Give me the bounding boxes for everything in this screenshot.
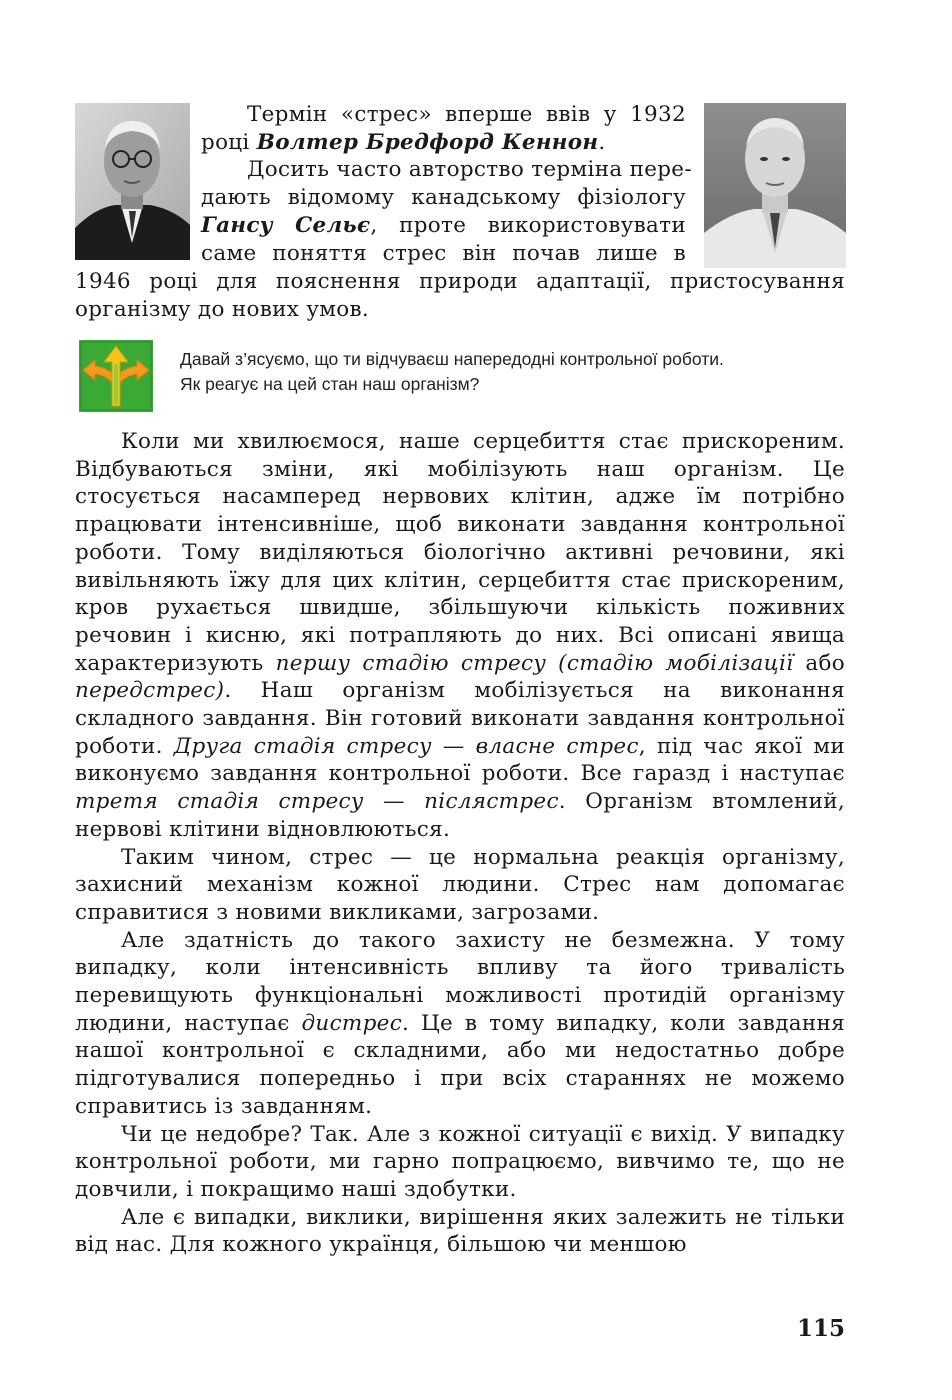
paragraph-2: Таким чином, стрес — це нормальна реакція організму, захисний механізм кожної людини. Стрес нам допомагає справитися з новими викликами, загрозами. [75,844,845,925]
p1-text: , під час якої ми виконуємо завдання контрольної роботи. Все гаразд і наступає [75,733,845,787]
p3-emphasis: дистрес [301,1010,403,1036]
callout-question [180,347,840,397]
cannon-name: Волтер Бредфорд Кеннон [256,129,599,155]
paragraph-3 [75,927,845,1121]
selye-name: Гансу Сельє [201,212,371,238]
intro-text: . [598,129,606,155]
callout-line-2: Як реагує на цей стан наш організм? [180,374,480,394]
portrait-cannon-photo [75,103,190,260]
main-body-text [75,428,845,1259]
intro-text: , проте використовувати [370,212,686,238]
intro-line: організму до нових умов. [75,296,370,322]
intro-text-block [201,101,692,267]
callout-line-1: Давай з’ясуємо, що ти відчуваєш напередодні контрольної роботи. [180,349,724,369]
callout-icon-box [79,340,153,412]
intro-line [201,129,686,157]
paragraph-5: Але є випадки, виклики, вирішення яких залежить не тільки від нас. Для кожного українця, більшою чи меншою [75,1204,845,1258]
arrows-choice-icon [79,340,153,412]
p1-emphasis: третя стадія стресу — післястрес [75,789,559,815]
portrait-photo-icon [75,103,190,260]
intro-tail-block [75,268,845,323]
portrait-photo-icon [704,103,846,268]
p1-text: або [793,650,845,676]
p3-text: . Це в тому випадку, коли завдання нашої контрольної є складними, або ми недостатньо добре підготувалися попередньо і при всіх стараннях не можемо справитись із завданням. [75,1010,845,1119]
intro-line: саме поняття стрес він почав лише в [201,240,686,266]
intro-line: Досить часто авторство терміна пере- [247,157,692,183]
p1-emphasis: Друга стадія стресу — власне стрес [173,733,639,759]
intro-line: Термін «стрес» вперше ввів у 1932 [247,102,686,127]
p1-emphasis: передстрес) [75,678,225,704]
page-number: 115 [796,1315,845,1342]
intro-text: році [201,129,257,155]
p1-text: Коли ми хвилюємося, наше серцебиття стає прискореним. Відбуваються зміни, які мобілізують наш організм. Це стосується насамперед нервових клітин, адже їм потрібно працювати інтенсивніше, щоб виконати завдання контрольної роботи. Тому виділяються біологічно активні речовини, які вивільняють їжу для цих клітин, серцебиття стає прискореним, кров рухається швидше, збільшуючи кількість поживних речовин і кисню, які потрапляють до них. Всі описані явища характеризують [75,429,845,676]
p3-text: Але здатність до такого захисту не безмежна. У тому випадку, коли інтенсивність впливу та його тривалість перевищують функціональні можливості протидій організму людини, наступає [75,927,845,1036]
paragraph-1 [75,428,845,844]
intro-line: дають відомому канадському фізіологу [201,185,686,211]
intro-line: 1946 році для пояснення природи адаптації, пристосування [75,269,845,294]
portrait-selye-photo [704,103,846,268]
p1-emphasis: першу стадію стресу (стадію мобілізації [275,650,794,676]
p1-text: . Організм втомлений, нервові клітини відновлюються. [75,789,845,842]
intro-line [201,212,686,240]
paragraph-4: Чи це недобре? Так. Але з кожної ситуації є вихід. У випадку контрольної роботи, ми гарно попрацюємо, вивчимо те, що не довчили, і покращимо наші здобутки. [75,1121,845,1202]
p1-text: . Наш організм мобілізується на виконання складного завдання. Він готовий виконати завдання контрольної роботи. [75,678,845,759]
